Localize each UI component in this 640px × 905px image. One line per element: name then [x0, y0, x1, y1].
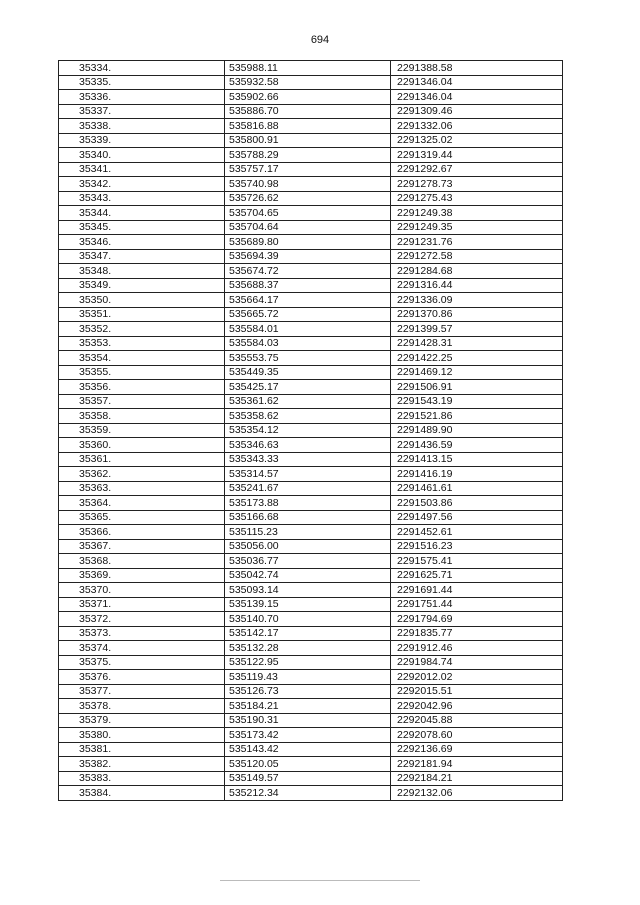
- footer-rule: [220, 880, 420, 881]
- table-row: [59, 452, 563, 467]
- point-number-cell: 35382.: [59, 757, 225, 772]
- y-coordinate-cell: 2292042.96: [391, 699, 563, 714]
- y-coordinate-cell: 2291912.46: [391, 641, 563, 656]
- x-coordinate-cell: 535800.91: [225, 133, 391, 148]
- y-coordinate-cell: 2292181.94: [391, 757, 563, 772]
- x-coordinate-cell: 535665.72: [225, 307, 391, 322]
- x-coordinate-cell: 535132.28: [225, 641, 391, 656]
- table-row: [59, 235, 563, 250]
- point-number-cell: 35347.: [59, 249, 225, 264]
- table-row: [59, 293, 563, 308]
- y-coordinate-cell: 2291346.04: [391, 90, 563, 105]
- table-row: [59, 90, 563, 105]
- x-coordinate-cell: 535173.42: [225, 728, 391, 743]
- point-number-cell: 35379.: [59, 713, 225, 728]
- x-coordinate-cell: 535704.65: [225, 206, 391, 221]
- point-number-cell: 35339.: [59, 133, 225, 148]
- y-coordinate-cell: 2291506.91: [391, 380, 563, 395]
- x-coordinate-cell: 535740.98: [225, 177, 391, 192]
- y-coordinate-cell: 2291625.71: [391, 568, 563, 583]
- point-number-cell: 35354.: [59, 351, 225, 366]
- table-row: [59, 539, 563, 554]
- table-row: [59, 119, 563, 134]
- point-number-cell: 35345.: [59, 220, 225, 235]
- table-row: [59, 394, 563, 409]
- x-coordinate-cell: 535584.03: [225, 336, 391, 351]
- table-row: [59, 104, 563, 119]
- x-coordinate-cell: 535142.17: [225, 626, 391, 641]
- y-coordinate-cell: 2291309.46: [391, 104, 563, 119]
- x-coordinate-cell: 535674.72: [225, 264, 391, 279]
- table-row: [59, 423, 563, 438]
- y-coordinate-cell: 2291751.44: [391, 597, 563, 612]
- y-coordinate-cell: 2291575.41: [391, 554, 563, 569]
- x-coordinate-cell: 535988.11: [225, 61, 391, 76]
- y-coordinate-cell: 2291422.25: [391, 351, 563, 366]
- x-coordinate-cell: 535358.62: [225, 409, 391, 424]
- y-coordinate-cell: 2291413.15: [391, 452, 563, 467]
- point-number-cell: 35361.: [59, 452, 225, 467]
- y-coordinate-cell: 2291794.69: [391, 612, 563, 627]
- x-coordinate-cell: 535314.57: [225, 467, 391, 482]
- x-coordinate-cell: 535122.95: [225, 655, 391, 670]
- y-coordinate-cell: 2291428.31: [391, 336, 563, 351]
- y-coordinate-cell: 2291249.35: [391, 220, 563, 235]
- point-number-cell: 35350.: [59, 293, 225, 308]
- point-number-cell: 35369.: [59, 568, 225, 583]
- y-coordinate-cell: 2292078.60: [391, 728, 563, 743]
- x-coordinate-cell: 535119.43: [225, 670, 391, 685]
- table-row: [59, 568, 563, 583]
- table-row: [59, 351, 563, 366]
- x-coordinate-cell: 535143.42: [225, 742, 391, 757]
- table-row: [59, 206, 563, 221]
- point-number-cell: 35372.: [59, 612, 225, 627]
- point-number-cell: 35377.: [59, 684, 225, 699]
- point-number-cell: 35352.: [59, 322, 225, 337]
- table-row: [59, 380, 563, 395]
- x-coordinate-cell: 535816.88: [225, 119, 391, 134]
- table-row: [59, 728, 563, 743]
- table-row: [59, 757, 563, 772]
- table-row: [59, 133, 563, 148]
- coordinates-table-body: [59, 61, 563, 801]
- table-row: [59, 713, 563, 728]
- point-number-cell: 35349.: [59, 278, 225, 293]
- y-coordinate-cell: 2291543.19: [391, 394, 563, 409]
- point-number-cell: 35373.: [59, 626, 225, 641]
- point-number-cell: 35358.: [59, 409, 225, 424]
- point-number-cell: 35359.: [59, 423, 225, 438]
- point-number-cell: 35351.: [59, 307, 225, 322]
- y-coordinate-cell: 2291231.76: [391, 235, 563, 250]
- y-coordinate-cell: 2292184.21: [391, 771, 563, 786]
- x-coordinate-cell: 535346.63: [225, 438, 391, 453]
- x-coordinate-cell: 535173.88: [225, 496, 391, 511]
- x-coordinate-cell: 535036.77: [225, 554, 391, 569]
- y-coordinate-cell: 2291452.61: [391, 525, 563, 540]
- point-number-cell: 35365.: [59, 510, 225, 525]
- table-row: [59, 177, 563, 192]
- point-number-cell: 35356.: [59, 380, 225, 395]
- x-coordinate-cell: 535788.29: [225, 148, 391, 163]
- table-row: [59, 655, 563, 670]
- x-coordinate-cell: 535042.74: [225, 568, 391, 583]
- y-coordinate-cell: 2291249.38: [391, 206, 563, 221]
- point-number-cell: 35335.: [59, 75, 225, 90]
- point-number-cell: 35364.: [59, 496, 225, 511]
- table-row: [59, 307, 563, 322]
- y-coordinate-cell: 2291325.02: [391, 133, 563, 148]
- point-number-cell: 35355.: [59, 365, 225, 380]
- coordinates-table: [58, 60, 563, 801]
- point-number-cell: 35370.: [59, 583, 225, 598]
- table-row: [59, 670, 563, 685]
- table-row: [59, 742, 563, 757]
- y-coordinate-cell: 2291691.44: [391, 583, 563, 598]
- table-row: [59, 264, 563, 279]
- table-row: [59, 191, 563, 206]
- point-number-cell: 35367.: [59, 539, 225, 554]
- point-number-cell: 35360.: [59, 438, 225, 453]
- table-row: [59, 583, 563, 598]
- point-number-cell: 35376.: [59, 670, 225, 685]
- x-coordinate-cell: 535704.64: [225, 220, 391, 235]
- table-row: [59, 496, 563, 511]
- point-number-cell: 35346.: [59, 235, 225, 250]
- point-number-cell: 35341.: [59, 162, 225, 177]
- y-coordinate-cell: 2291503.86: [391, 496, 563, 511]
- table-row: [59, 510, 563, 525]
- y-coordinate-cell: 2291516.23: [391, 539, 563, 554]
- table-row: [59, 220, 563, 235]
- table-row: [59, 409, 563, 424]
- x-coordinate-cell: 535932.58: [225, 75, 391, 90]
- point-number-cell: 35343.: [59, 191, 225, 206]
- x-coordinate-cell: 535449.35: [225, 365, 391, 380]
- x-coordinate-cell: 535664.17: [225, 293, 391, 308]
- y-coordinate-cell: 2291284.68: [391, 264, 563, 279]
- x-coordinate-cell: 535120.05: [225, 757, 391, 772]
- x-coordinate-cell: 535190.31: [225, 713, 391, 728]
- table-row: [59, 336, 563, 351]
- point-number-cell: 35340.: [59, 148, 225, 163]
- y-coordinate-cell: 2291370.86: [391, 307, 563, 322]
- point-number-cell: 35375.: [59, 655, 225, 670]
- x-coordinate-cell: 535166.68: [225, 510, 391, 525]
- table-row: [59, 438, 563, 453]
- y-coordinate-cell: 2291497.56: [391, 510, 563, 525]
- x-coordinate-cell: 535126.73: [225, 684, 391, 699]
- x-coordinate-cell: 535689.80: [225, 235, 391, 250]
- table-row: [59, 597, 563, 612]
- x-coordinate-cell: 535056.00: [225, 539, 391, 554]
- table-row: [59, 554, 563, 569]
- y-coordinate-cell: 2292132.06: [391, 786, 563, 801]
- x-coordinate-cell: 535902.66: [225, 90, 391, 105]
- table-row: [59, 771, 563, 786]
- x-coordinate-cell: 535343.33: [225, 452, 391, 467]
- y-coordinate-cell: 2291521.86: [391, 409, 563, 424]
- x-coordinate-cell: 535425.17: [225, 380, 391, 395]
- point-number-cell: 35378.: [59, 699, 225, 714]
- table-row: [59, 278, 563, 293]
- table-row: [59, 786, 563, 801]
- point-number-cell: 35371.: [59, 597, 225, 612]
- point-number-cell: 35368.: [59, 554, 225, 569]
- point-number-cell: 35363.: [59, 481, 225, 496]
- point-number-cell: 35344.: [59, 206, 225, 221]
- y-coordinate-cell: 2292015.51: [391, 684, 563, 699]
- table-row: [59, 612, 563, 627]
- table-row: [59, 684, 563, 699]
- y-coordinate-cell: 2292045.88: [391, 713, 563, 728]
- x-coordinate-cell: 535241.67: [225, 481, 391, 496]
- y-coordinate-cell: 2291292.67: [391, 162, 563, 177]
- table-row: [59, 75, 563, 90]
- table-row: [59, 148, 563, 163]
- y-coordinate-cell: 2291461.61: [391, 481, 563, 496]
- table-row: [59, 525, 563, 540]
- x-coordinate-cell: 535757.17: [225, 162, 391, 177]
- point-number-cell: 35357.: [59, 394, 225, 409]
- y-coordinate-cell: 2291436.59: [391, 438, 563, 453]
- table-row: [59, 699, 563, 714]
- x-coordinate-cell: 535553.75: [225, 351, 391, 366]
- point-number-cell: 35362.: [59, 467, 225, 482]
- y-coordinate-cell: 2291332.06: [391, 119, 563, 134]
- table-row: [59, 249, 563, 264]
- point-number-cell: 35384.: [59, 786, 225, 801]
- x-coordinate-cell: 535139.15: [225, 597, 391, 612]
- x-coordinate-cell: 535184.21: [225, 699, 391, 714]
- page-number: 694: [310, 34, 330, 46]
- x-coordinate-cell: 535354.12: [225, 423, 391, 438]
- point-number-cell: 35383.: [59, 771, 225, 786]
- y-coordinate-cell: 2291984.74: [391, 655, 563, 670]
- table-row: [59, 467, 563, 482]
- y-coordinate-cell: 2292012.02: [391, 670, 563, 685]
- point-number-cell: 35338.: [59, 119, 225, 134]
- y-coordinate-cell: 2291469.12: [391, 365, 563, 380]
- x-coordinate-cell: 535726.62: [225, 191, 391, 206]
- x-coordinate-cell: 535093.14: [225, 583, 391, 598]
- table-row: [59, 322, 563, 337]
- point-number-cell: 35381.: [59, 742, 225, 757]
- table-row: [59, 162, 563, 177]
- x-coordinate-cell: 535694.39: [225, 249, 391, 264]
- point-number-cell: 35336.: [59, 90, 225, 105]
- y-coordinate-cell: 2291399.57: [391, 322, 563, 337]
- y-coordinate-cell: 2291278.73: [391, 177, 563, 192]
- y-coordinate-cell: 2291416.19: [391, 467, 563, 482]
- y-coordinate-cell: 2291835.77: [391, 626, 563, 641]
- x-coordinate-cell: 535886.70: [225, 104, 391, 119]
- y-coordinate-cell: 2291489.90: [391, 423, 563, 438]
- y-coordinate-cell: 2291336.09: [391, 293, 563, 308]
- point-number-cell: 35374.: [59, 641, 225, 656]
- point-number-cell: 35353.: [59, 336, 225, 351]
- table-row: [59, 481, 563, 496]
- table-row: [59, 365, 563, 380]
- point-number-cell: 35380.: [59, 728, 225, 743]
- y-coordinate-cell: 2291388.58: [391, 61, 563, 76]
- y-coordinate-cell: 2291316.44: [391, 278, 563, 293]
- x-coordinate-cell: 535212.34: [225, 786, 391, 801]
- x-coordinate-cell: 535140.70: [225, 612, 391, 627]
- point-number-cell: 35348.: [59, 264, 225, 279]
- point-number-cell: 35342.: [59, 177, 225, 192]
- x-coordinate-cell: 535584.01: [225, 322, 391, 337]
- y-coordinate-cell: 2291275.43: [391, 191, 563, 206]
- y-coordinate-cell: 2291346.04: [391, 75, 563, 90]
- y-coordinate-cell: 2291319.44: [391, 148, 563, 163]
- point-number-cell: 35366.: [59, 525, 225, 540]
- y-coordinate-cell: 2291272.58: [391, 249, 563, 264]
- table-row: [59, 61, 563, 76]
- x-coordinate-cell: 535149.57: [225, 771, 391, 786]
- y-coordinate-cell: 2292136.69: [391, 742, 563, 757]
- x-coordinate-cell: 535361.62: [225, 394, 391, 409]
- point-number-cell: 35334.: [59, 61, 225, 76]
- point-number-cell: 35337.: [59, 104, 225, 119]
- x-coordinate-cell: 535688.37: [225, 278, 391, 293]
- table-row: [59, 626, 563, 641]
- table-row: [59, 641, 563, 656]
- x-coordinate-cell: 535115.23: [225, 525, 391, 540]
